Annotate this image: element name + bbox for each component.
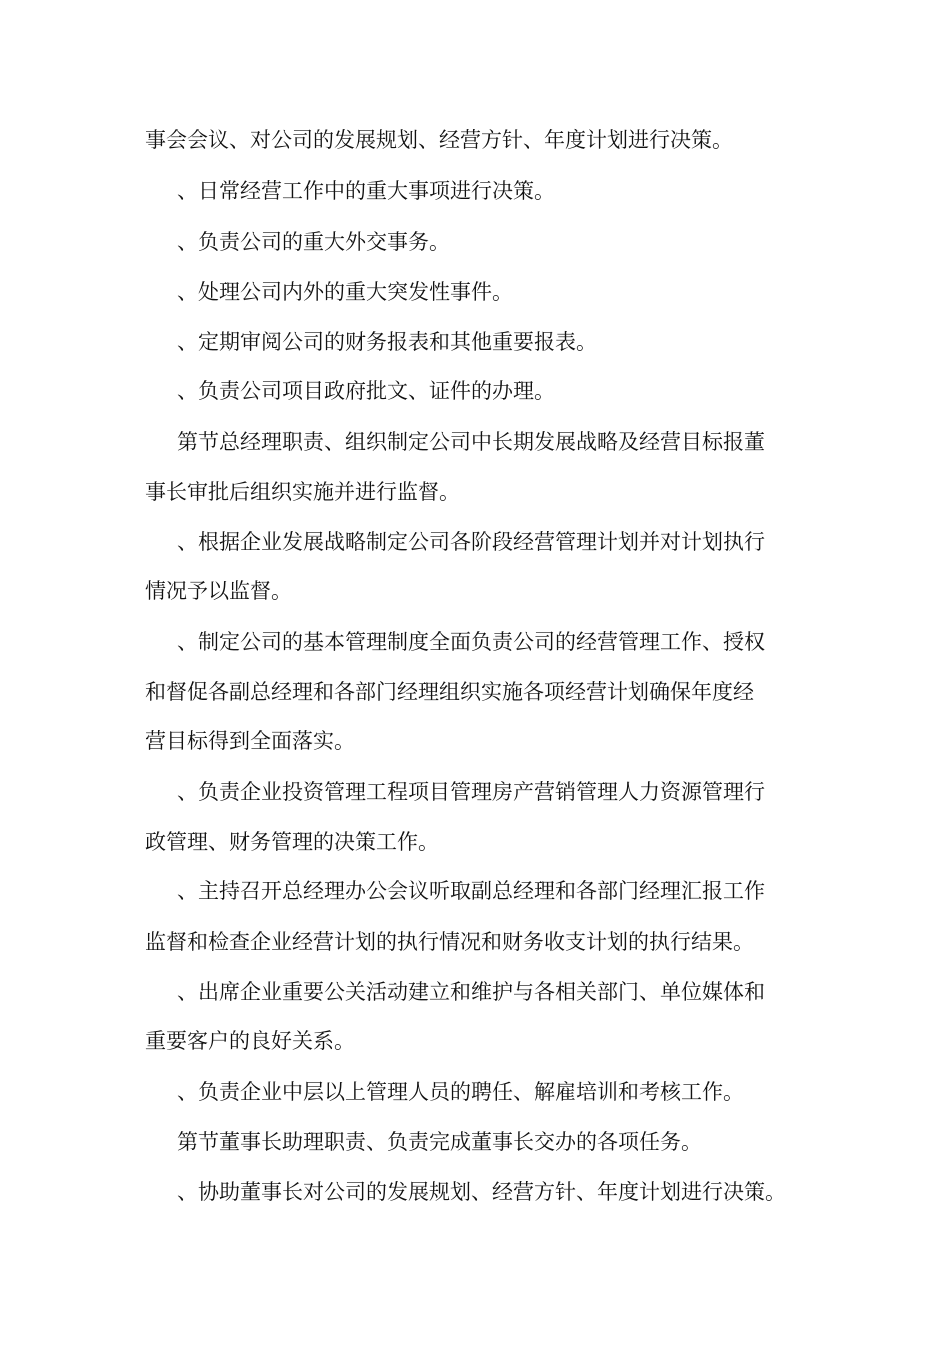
text-line-10: 情况予以监督。: [145, 579, 292, 603]
text-line-19: 重要客户的良好关系。: [145, 1029, 355, 1053]
text-line-5: 、定期审阅公司的财务报表和其他重要报表。: [177, 330, 597, 354]
text-line-12: 和督促各副总经理和各部门经理组织实施各项经营计划确保年度经: [145, 680, 754, 704]
text-line-14: 、负责企业投资管理工程项目管理房产营销管理人力资源管理行: [177, 780, 765, 804]
text-line-16: 、主持召开总经理办公会议听取副总经理和各部门经理汇报工作: [177, 879, 765, 903]
text-line-22: 、协助董事长对公司的发展规划、经营方针、年度计划进行决策。: [177, 1180, 786, 1204]
text-line-15: 政管理、财务管理的决策工作。: [145, 830, 439, 854]
text-line-13: 营目标得到全面落实。: [145, 729, 355, 753]
text-line-21: 第节董事长助理职责、负责完成董事长交办的各项任务。: [177, 1130, 702, 1154]
text-line-6: 、负责公司项目政府批文、证件的办理。: [177, 379, 555, 403]
text-line-11: 、制定公司的基本管理制度全面负责公司的经营管理工作、授权: [177, 630, 765, 654]
text-line-2: 、日常经营工作中的重大事项进行决策。: [177, 179, 555, 203]
text-line-1: 事会会议、对公司的发展规划、经营方针、年度计划进行决策。: [145, 128, 733, 152]
text-line-7: 第节总经理职责、组织制定公司中长期发展战略及经营目标报董: [177, 430, 765, 454]
text-line-8: 事长审批后组织实施并进行监督。: [145, 480, 460, 504]
text-line-20: 、负责企业中层以上管理人员的聘任、解雇培训和考核工作。: [177, 1080, 744, 1104]
text-line-3: 、负责公司的重大外交事务。: [177, 230, 450, 254]
text-line-9: 、根据企业发展战略制定公司各阶段经营管理计划并对计划执行: [177, 530, 765, 554]
text-line-4: 、处理公司内外的重大突发性事件。: [177, 280, 513, 304]
text-line-18: 、出席企业重要公关活动建立和维护与各相关部门、单位媒体和: [177, 980, 765, 1004]
text-line-17: 监督和检查企业经营计划的执行情况和财务收支计划的执行结果。: [145, 930, 754, 954]
